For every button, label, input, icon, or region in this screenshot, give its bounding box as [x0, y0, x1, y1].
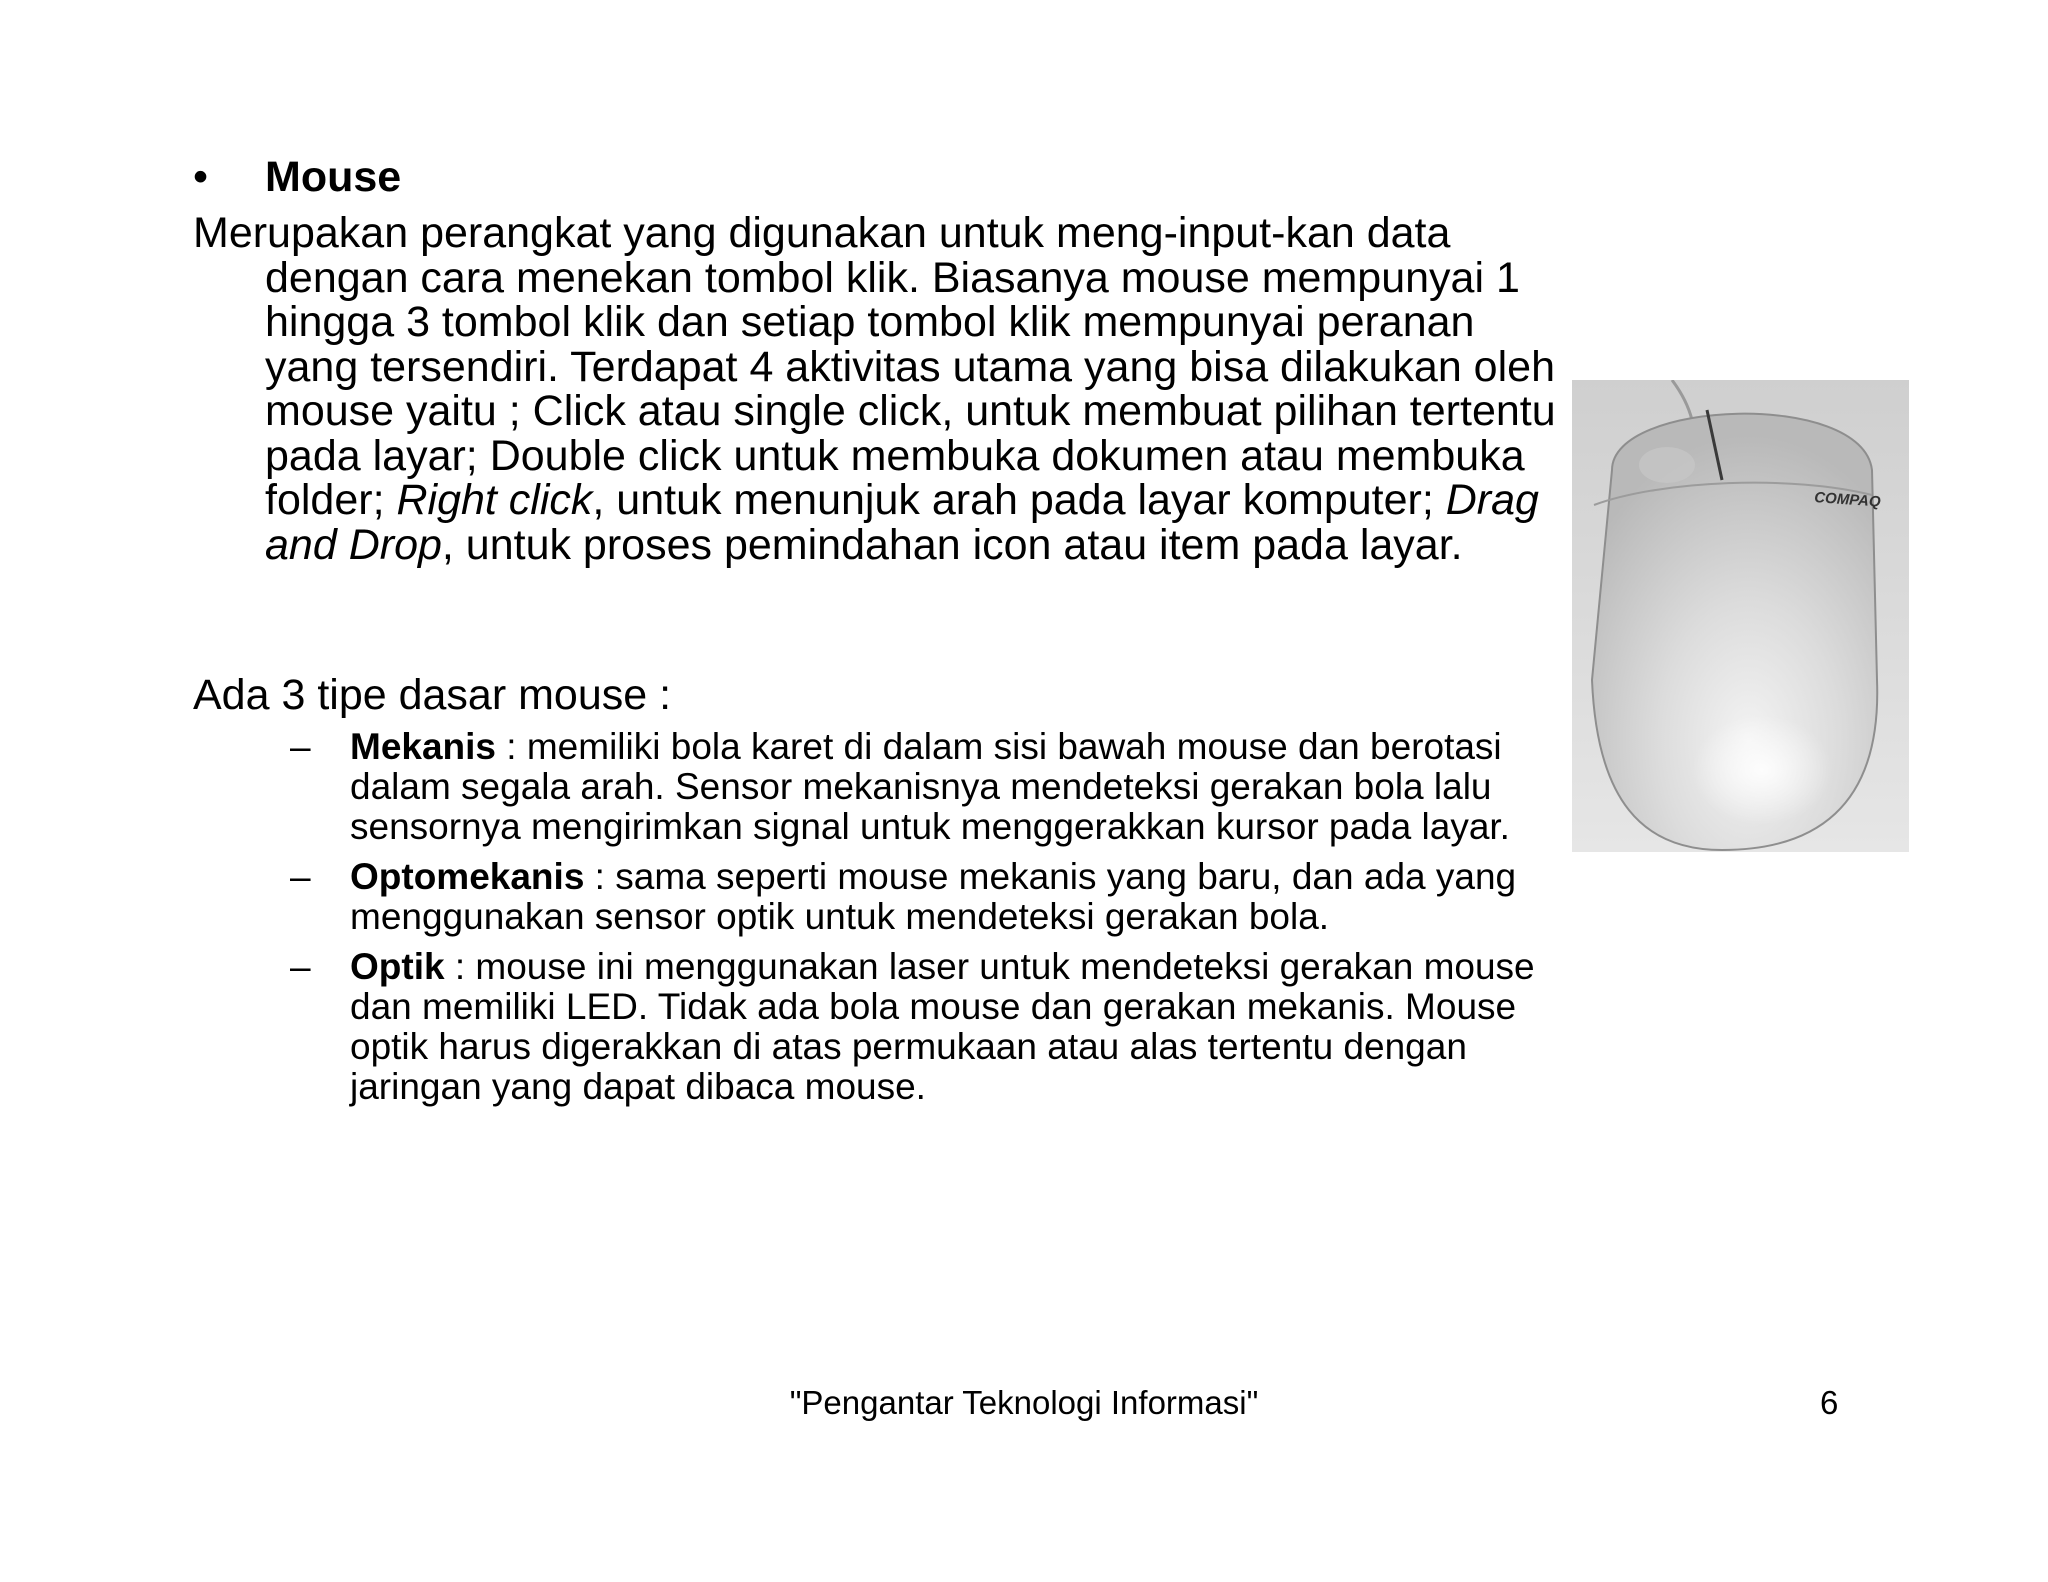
- section-heading: [193, 150, 401, 204]
- section-title: Mouse: [265, 153, 402, 201]
- type-name: Mekanis: [350, 726, 497, 767]
- bullet-icon: •: [193, 153, 209, 201]
- drag-drop-term: Drag and Drop: [265, 476, 1539, 569]
- page-number: 6: [1820, 1384, 1839, 1421]
- list-item-optik: [290, 947, 1590, 1107]
- intro-text-3: , untuk proses pemindahan icon atau item pada layar.: [441, 520, 1463, 569]
- mouse-photo: [1572, 380, 1909, 852]
- intro-paragraph: [193, 211, 1573, 567]
- intro-text-2: , untuk menunjuk arah pada layar komputer;: [592, 476, 1446, 524]
- dash-icon: –: [290, 946, 311, 987]
- type-desc: : sama seperti mouse mekanis yang baru, dan ada yang menggunakan sensor optik untuk mendeteksi gerakan bola.: [350, 856, 1517, 937]
- type-name: Optik: [350, 946, 445, 987]
- mouse-types-list: [290, 727, 1590, 1117]
- right-click-term: Right click: [396, 476, 593, 524]
- list-item-mekanis: [290, 727, 1590, 847]
- list-item-optomekanis: [290, 857, 1590, 937]
- mouse-illustration: [1572, 380, 1909, 852]
- types-intro: Ada 3 tipe dasar mouse :: [193, 671, 672, 719]
- dash-icon: –: [290, 856, 311, 897]
- dash-icon: –: [290, 726, 311, 767]
- intro-text-1: Merupakan perangkat yang digunakan untuk meng-input-kan data dengan cara menekan tombol klik. Biasanya mouse mempunyai 1 hingga 3 tombol klik dan setiap tombol klik mempunyai peranan yang tersendiri. Terdapat 4 aktivitas utama yang bisa dilakukan oleh mouse yaitu ; Click atau single click, untuk membuat pilihan tertentu pada layar; Double click untuk membuka dokumen atau membuka folder;: [193, 209, 1556, 524]
- brand-logo: COMPAQ: [1813, 489, 1882, 511]
- type-desc: : mouse ini menggunakan laser untuk mendeteksi gerakan mouse dan memiliki LED. Tidak ada bola mouse dan gerakan mekanis. Mouse optik harus digerakkan di atas permukaan atau alas tertentu dengan jaringan yang dapat dibaca mouse.: [350, 946, 1535, 1107]
- type-desc: : memiliki bola karet di dalam sisi bawah mouse dan berotasi dalam segala arah. Sensor mekanisnya mendeteksi gerakan bola lalu sensornya mengirimkan signal untuk menggerakkan kursor pada layar.: [350, 726, 1510, 847]
- type-name: Optomekanis: [350, 856, 585, 897]
- footer-title: "Pengantar Teknologi Informasi": [789, 1384, 1259, 1421]
